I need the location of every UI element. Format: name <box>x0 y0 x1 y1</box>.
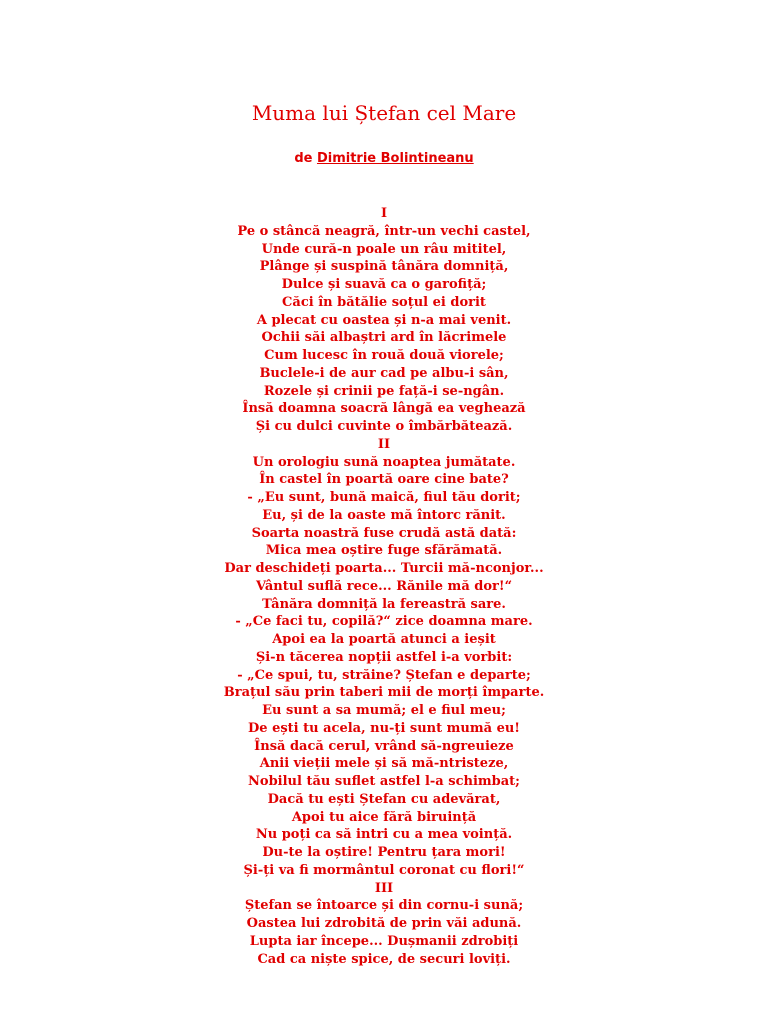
poem-line: Însă dacă cerul, vrând să-ngreuieze <box>254 738 514 754</box>
poem-line: Soarta noastră fuse crudă astă dată: <box>251 525 517 541</box>
poem-line: În castel în poartă oare cine bate? <box>259 472 509 488</box>
poem-line: A plecat cu oastea și n-a mai venit. <box>256 312 512 328</box>
poem-line: Și-n tăcerea nopții astfel i-a vorbit: <box>255 649 513 665</box>
poem-line: Brațul său prin taberi mii de morți împarte. <box>223 685 545 701</box>
poem-line: Unde cură-n poale un râu mititel, <box>261 241 507 257</box>
author-link[interactable]: Dimitrie Bolintineanu <box>316 151 474 166</box>
poem-line: Căci în bătălie soțul ei dorit <box>282 294 486 310</box>
poem-line: - „Ce faci tu, copilă?“ zice doamna mare. <box>235 614 533 630</box>
poem-body <box>0 205 768 968</box>
poem-line: - „Ce spui, tu, străine? Ștefan e departe; <box>237 667 531 683</box>
poem-line: Și-ți va fi mormântul coronat cu flori!“ <box>243 862 525 878</box>
poem-line: Eu sunt a sa mumă; el e fiul meu; <box>262 703 506 718</box>
poem-line: Un orologiu sună noaptea jumătate. <box>252 454 516 470</box>
poem-line: Lupta iar începe... Dușmanii zdrobiți <box>249 933 519 949</box>
poem-line: Du-te la oștire! Pentru țara mori! <box>262 845 506 860</box>
poem-line: II <box>377 436 391 452</box>
poem-line: Dacă tu ești Ștefan cu adevărat, <box>267 791 501 807</box>
poem-line: - „Eu sunt, bună maică, fiul tău dorit; <box>247 490 521 505</box>
poem-line: Dar deschideți poarta... Turcii mă-nconjor... <box>224 561 544 576</box>
poem-line: Nobilul tău suflet astfel l-a schimbat; <box>248 774 520 789</box>
poem-line: Însă doamna soacră lângă ea veghează <box>242 401 526 417</box>
poem-line: Pe o stâncă neagră, într-un vechi castel, <box>237 223 531 239</box>
poem-line: Mica mea oștire fuge sfărămată. <box>265 543 503 559</box>
poem-line: Ștefan se întoarce și din cornu-i sună; <box>244 898 524 914</box>
poem-line: Cad ca niște spice, de securi loviți. <box>257 951 511 967</box>
poem-line: Tânăra domniță la fereastră sare. <box>262 596 506 612</box>
poem-line: Rozele și crinii pe față-i se-ngân. <box>263 383 505 399</box>
byline-prefix: de <box>294 151 317 166</box>
poem-line: Oastea lui zdrobită de prin văi adună. <box>246 916 522 931</box>
poem-line: Eu, și de la oaste mă întorc rănit. <box>262 507 506 523</box>
poem-line: Și cu dulci cuvinte o îmbărbătează. <box>255 419 513 434</box>
poem-line: Buclele-i de aur cad pe albu-i sân, <box>259 365 509 381</box>
poem-line: I <box>380 206 388 221</box>
poem-line: Apoi ea la poartă atunci a ieșit <box>272 632 496 647</box>
byline <box>0 150 768 168</box>
poem-line: Dulce și suavă ca o garofiță; <box>281 277 487 292</box>
poem-line: III <box>374 880 394 896</box>
poem-line: Plânge și suspină tânăra domniță, <box>259 259 509 275</box>
page-title: Muma lui Ștefan cel Mare <box>251 101 517 125</box>
poem-line: Apoi tu aice fără biruință <box>291 809 477 825</box>
poem-line: De ești tu acela, nu-ți sunt mumă eu! <box>248 720 520 736</box>
poem-line: Vântul suflă rece... Rănile mă dor!“ <box>255 578 513 594</box>
poem-line: Cum lucesc în rouă două viorele; <box>264 348 504 363</box>
poem-line: Anii vieții mele și să mă-ntristeze, <box>259 756 509 772</box>
poem-line: Ochii săi albaștri ard în lăcrimele <box>261 330 507 346</box>
poem-line: Nu poți ca să intri cu a mea voință. <box>255 827 513 843</box>
